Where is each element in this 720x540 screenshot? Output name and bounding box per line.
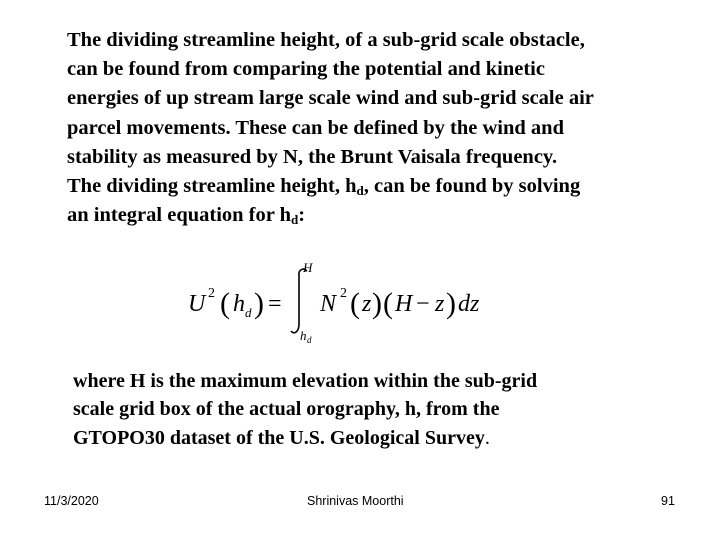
where-line-3 xyxy=(73,424,693,452)
eq-minus: − xyxy=(416,291,430,317)
footer-page-number: 91 xyxy=(661,494,675,508)
body-line-4: parcel movements. These can be defined by the wind and xyxy=(67,116,564,139)
body-line-5: stability as measured by N, the Brunt Vaisala frequency. xyxy=(67,145,558,168)
eq-dz: dz xyxy=(458,291,480,317)
body-line-7-rest: : xyxy=(298,204,306,227)
eq-h: h xyxy=(233,291,245,317)
subscript-d: d xyxy=(356,183,364,199)
eq-z: z xyxy=(362,291,372,317)
eq-lower-h: h xyxy=(300,328,307,343)
body-line-2: can be found from comparing the potential and kinetic xyxy=(67,58,545,81)
body-line-7 xyxy=(67,201,697,230)
eq-U: U xyxy=(188,291,206,317)
equation-graphic xyxy=(186,262,506,344)
body-paragraph xyxy=(67,26,697,230)
eq-left-paren: ( xyxy=(220,287,230,320)
eq-paren-open-2: ( xyxy=(383,287,393,320)
eq-H: H xyxy=(395,291,413,317)
where-line-2: scale grid box of the actual orography, h, from the xyxy=(73,398,500,421)
eq-lower-subscript: d xyxy=(307,335,312,344)
eq-paren-open-1: ( xyxy=(350,287,360,320)
eq-U-exponent: 2 xyxy=(208,286,215,301)
eq-right-paren: ) xyxy=(254,287,264,320)
eq-z2: z xyxy=(435,291,445,317)
where-line-3-period: . xyxy=(484,426,490,449)
body-line-3: energies of up stream large scale wind and sub-grid scale air xyxy=(67,87,594,110)
body-line-7-text: an integral equation for h xyxy=(67,204,291,227)
eq-equals: = xyxy=(268,291,282,317)
eq-paren-close-1: ) xyxy=(372,287,382,320)
integral-sign-icon xyxy=(291,269,307,333)
eq-h-subscript: d xyxy=(245,305,252,320)
subscript-d: d xyxy=(291,212,299,228)
footer-date: 11/3/2020 xyxy=(44,494,99,508)
footer-author: Shrinivas Moorthi xyxy=(307,494,404,508)
where-line-3-text: GTOPO30 dataset of the U.S. Geological Survey xyxy=(73,426,485,449)
body-line-6 xyxy=(67,172,697,201)
eq-upper-limit: H xyxy=(303,262,313,275)
eq-N-exponent: 2 xyxy=(340,286,347,301)
eq-N: N xyxy=(320,291,337,317)
body-line-6-text: The dividing streamline height, h xyxy=(67,175,357,198)
body-line-6-rest: , can be found by solving xyxy=(363,175,581,198)
body-line-1: The dividing streamline height, of a sub-grid scale obstacle, xyxy=(67,29,585,51)
where-paragraph xyxy=(73,367,693,452)
integral-equation xyxy=(186,262,506,344)
where-line-1: where H is the maximum elevation within the sub-grid xyxy=(73,370,538,392)
eq-paren-close-2: ) xyxy=(446,287,456,320)
